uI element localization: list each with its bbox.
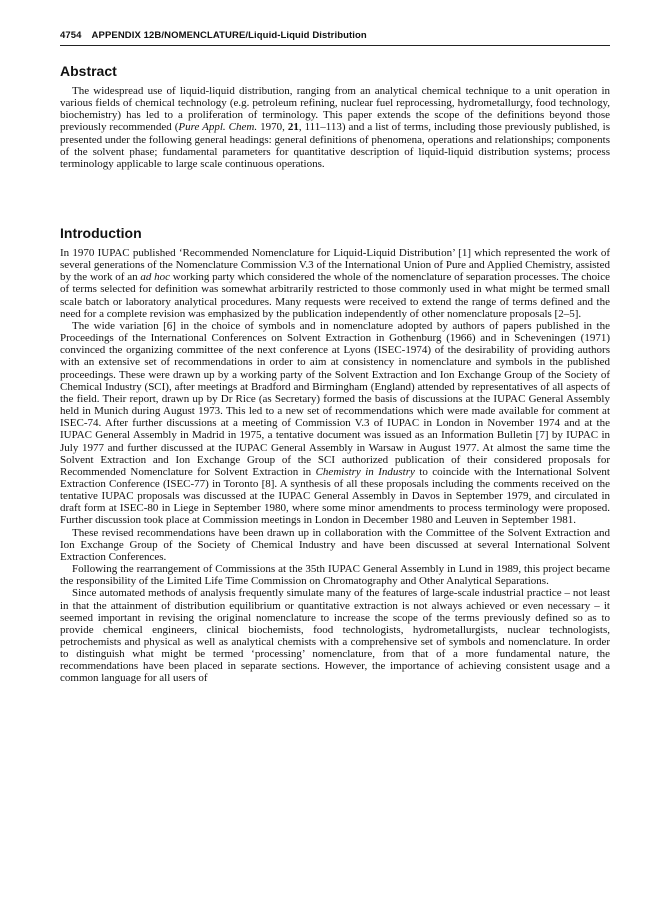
intro-paragraph-3: These revised recommendations have been drawn up in collaboration with the Committee of the Solvent Extraction and Ion Exchange Group of the Society of Chemical Industry and have been discussed at several International Solvent Extraction Conferences. (60, 526, 610, 563)
introduction-section (60, 225, 610, 685)
running-subtitle: NOMENCLATURE (164, 30, 246, 41)
header-rule (60, 45, 610, 46)
page-number: 4754 (60, 30, 82, 41)
abstract-heading: Abstract (60, 63, 117, 79)
introduction-heading: Introduction (60, 225, 142, 241)
running-title: APPENDIX 12B (91, 30, 162, 41)
running-header: 4754 APPENDIX 12B/NOMENCLATURE/Liquid-Liquid Distribution (60, 30, 367, 41)
intro-paragraph-5: Since automated methods of analysis frequently simulate many of the features of large-scale industrial practice – not least in that the attainment of distribution equilibrium or quantitative extraction is not always achieved or even necessary – it seemed important in revising the original nomenclature to increase the scope of the terms previously defined so as to provide chemical engineers, clinical biochemists, food technologists, hydrometallurgists, nuclear technologists, petrochemists and physical as well as analytical chemists with a comprehensive set of symbols and nomenclature. In order to distinguish what might be termed ‘processing’ nomenclature, from that of a more fundamental nature, the recommendations have been placed in separate sections. However, the importance of achieving consistent usage and a common language for all users of (60, 587, 610, 685)
abstract-paragraph: The widespread use of liquid-liquid distribution, ranging from an analytical chemical technique to a unit operation in various fields of chemical technology (e.g. petroleum refining, nuclear fuel reprocessing, hydrometallurgy, food technology, biochemistry) has led to a proliferation of terminology. This paper extends the scope of the definitions beyond those previously recommended (Pure Appl. Chem. 1970, 21, 111–113) and a list of terms, including those previously published, is presented under the following general headings: general definitions of phenomena, operations and relationships; components of the solvent phase; fundamental parameters for quantitative description of liquid-liquid distribution systems; process terminology applicable to large scale continuous operations. (60, 85, 611, 170)
intro-paragraph-1: In 1970 IUPAC published ‘Recommended Nomenclature for Liquid-Liquid Distribution’ [1] which represented the work of several generations of the Nomenclature Commission V.3 of the International Union of Pure and Applied Chemistry, assisted by the work of an ad hoc working party which considered the whole of the nomenclature of separation processes. The choice of terms selected for definition was somewhat arbitrarily restricted to those commonly used in what might be termed small scale batch or laboratory analytical procedures. Many requests were received to extend the range of terms defined and the need for a complete revision was emphasized by the publication independently of other nomenclature proposals [2–5]. (60, 247, 610, 320)
running-section: Liquid-Liquid Distribution (248, 30, 367, 41)
abstract-section (60, 63, 610, 170)
intro-paragraph-2: The wide variation [6] in the choice of symbols and in nomenclature adopted by authors of papers published in the Proceedings of the International Conferences on Solvent Extraction in Gothenburg (1966) and in Scheveningen (1971) convinced the organizing committee of the next conference at Lyons (ISEC-1974) of the desirability of providing authors with an extensive set of recommendations in order to aim at consistency in nomenclature and symbols in the published proceedings. These were drawn up by a working party of the Solvent Extraction and Ion Exchange Group of the Society of Chemical Industry (SCI), after meetings at Bradford and Birmingham (England) attended by representatives of all aspects of the field. Their report, drawn up by Dr Rice (as Secretary) formed the basis of discussions at the IUPAC General Assembly held in Munich during August 1973. This led to a new set of recommendations which were made available for comment at ISEC-74. After further discussions at a meeting of Commission V.3 of IUPAC in London in November 1974 and at the IUPAC General Assembly in Madrid in 1975, a tentative document was issued as an Information Bulletin [7] by IUPAC in July 1977 and further discussed at the IUPAC General Assembly in Warsaw in August 1977. At almost the same time the Solvent Extraction and Ion Exchange Group of the SCI authorized publication of their considered proposals for Recommended Nomenclature for Solvent Extraction in Chemistry in Industry to coincide with the International Solvent Extraction Conference (ISEC-77) in Toronto [8]. A synthesis of all these proposals including the comments received on the tentative IUPAC proposals was discussed at the IUPAC General Assembly in Davos in September 1979, and circulated in draft form at ISEC-80 in Liege in September 1980, where some minor amendments to process terminology were proposed. Further discussion took place at Commission meetings in London in December 1980 and Leuven in September 1981. (60, 319, 610, 527)
intro-paragraph-4: Following the rearrangement of Commissions at the 35th IUPAC General Assembly in Lund in 1989, this project became the responsibility of the Limited Life Time Commission on Chromatography and Other Analytical Separations. (60, 563, 610, 588)
